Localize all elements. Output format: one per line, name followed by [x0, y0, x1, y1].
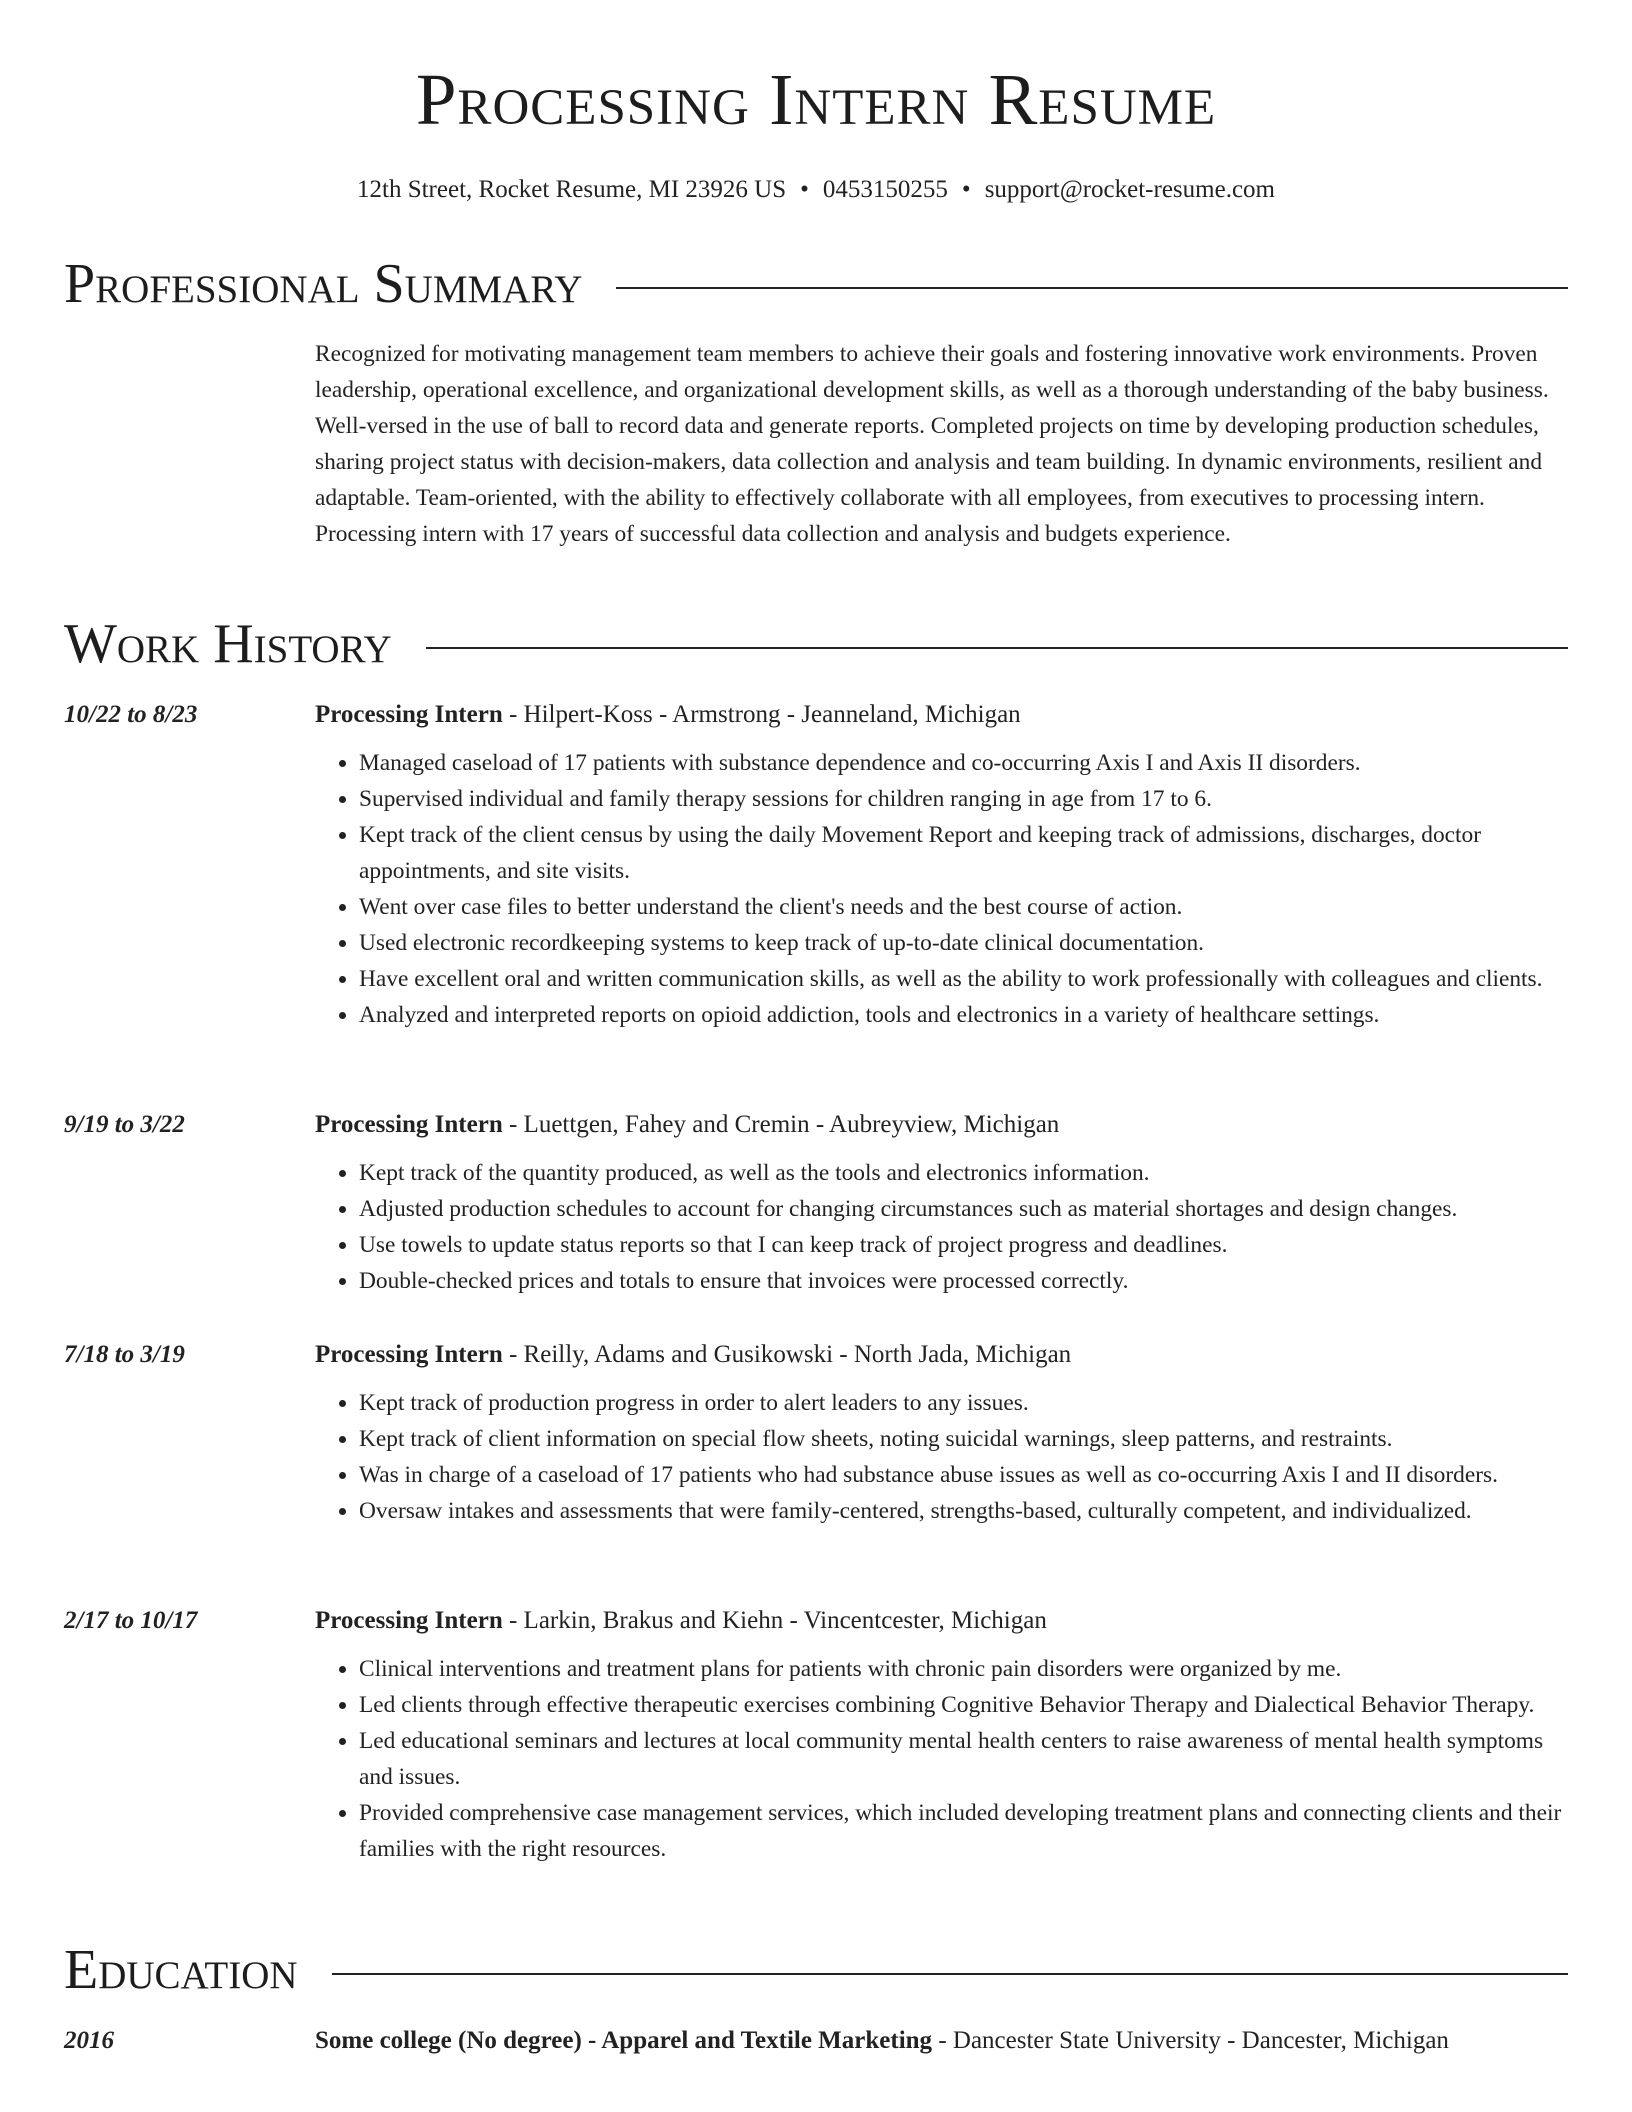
job-heading: [315, 695, 1568, 735]
job-bullet: • Went over case files to better understand the client's needs and the best course of action.: [359, 889, 1568, 925]
summary-text: Recognized for motivating management team members to achieve their goals and fostering innovative work environments. Proven leadership, operational excellence, and organizational development skills, as well as a thorough understanding of the baby business. Well-versed in the use of ball to record data and generate reports. Completed projects on time by developing production schedules, sharing project status with decision-makers, data collection and analysis and team building. In dynamic environments, resilient and adaptable. Team-oriented, with the ability to effectively collaborate with all employees, from executives to processing intern. Processing intern with 17 years of successful data collection and analysis and budgets experience.: [315, 341, 1549, 547]
contact-phone: 0453150255: [822, 176, 948, 203]
job-details: - Luettgen, Fahey and Cremin - Aubreyview, Michigan: [502, 1111, 1060, 1138]
job-bullet: • Oversaw intakes and assessments that were family-centered, strengths-based, culturally competent, and individualized.: [359, 1493, 1568, 1529]
contact-email: support@rocket-resume.com: [984, 176, 1275, 203]
job-bullet: • Was in charge of a caseload of 17 patients who had substance abuse issues as well as co-occurring Axis I and II disorders.: [359, 1457, 1568, 1493]
job-title: Processing Intern: [315, 1341, 503, 1368]
job-bullet: • Double-checked prices and totals to ensure that invoices were processed correctly.: [359, 1263, 1568, 1299]
job-bullet: • Kept track of the quantity produced, as well as the tools and electronics information.: [359, 1155, 1568, 1191]
resume-title: Processing Intern Resume: [415, 59, 1217, 140]
job-title: Processing Intern: [315, 1607, 503, 1634]
summary-heading: Professional Summary: [64, 253, 583, 315]
job-bullet: • Adjusted production schedules to account for changing circumstances such as material shortages and design changes.: [359, 1191, 1568, 1227]
education-heading-line: [315, 2021, 1568, 2061]
job-details: - Hilpert-Koss - Armstrong - Jeanneland, Michigan: [502, 701, 1021, 728]
job-bullet: • Have excellent oral and written communication skills, as well as the ability to work professionally with colleagues and clients.: [359, 961, 1568, 997]
job-bullet: • Supervised individual and family therapy sessions for children ranging in age from 17 to 6.: [359, 781, 1568, 817]
resume-page: [64, 0, 1568, 2112]
job-bullet: • Kept track of production progress in order to alert leaders to any issues.: [359, 1385, 1568, 1421]
job-bullet: • Kept track of the client census by using the daily Movement Report and keeping track of admissions, discharges, doctor appointments, and site visits.: [359, 817, 1568, 889]
education-degree: Some college (No degree) - Apparel and Textile Marketing: [315, 2027, 933, 2054]
education-details: - Dancester State University - Dancester, Michigan: [932, 2027, 1449, 2054]
job-bullets: [315, 1385, 1568, 1529]
contact-separator: •: [961, 176, 971, 203]
job-bullet: • Provided comprehensive case management services, which included developing treatment plans and connecting clients and their families with the right resources.: [359, 1795, 1568, 1867]
job-bullet: • Led educational seminars and lectures at local community mental health centers to raise awareness of mental health symptoms and issues.: [359, 1723, 1568, 1795]
job-bullet: • Managed caseload of 17 patients with substance dependence and co-occurring Axis I and Axis II disorders.: [359, 745, 1568, 781]
section-divider: [616, 287, 1568, 289]
job-heading: [315, 1105, 1568, 1145]
job-bullets: [315, 1651, 1568, 1867]
job-details: - Larkin, Brakus and Kiehn - Vincentcester, Michigan: [502, 1607, 1047, 1634]
work-history-heading: Work History: [64, 613, 392, 675]
section-divider: [426, 647, 1568, 649]
job-bullets: [315, 745, 1568, 1033]
job-bullet: • Analyzed and interpreted reports on opioid addiction, tools and electronics in a variety of healthcare settings.: [359, 997, 1568, 1033]
summary-section-header: [64, 254, 1568, 316]
job-bullets: [315, 1155, 1568, 1299]
education-year: 2016: [64, 2027, 114, 2054]
job-bullet: • Use towels to update status reports so that I can keep track of project progress and deadlines.: [359, 1227, 1568, 1263]
contact-address: 12th Street, Rocket Resume, MI 23926 US: [357, 176, 787, 203]
job-dates: 2/17 to 10/17: [64, 1607, 198, 1634]
job-bullet: • Used electronic recordkeeping systems to keep track of up-to-date clinical documentation.: [359, 925, 1568, 961]
contact-line: [64, 172, 1568, 208]
contact-separator: •: [800, 176, 809, 203]
job-title: Processing Intern: [315, 1111, 503, 1138]
job-dates: 7/18 to 3/19: [64, 1341, 185, 1368]
job-details: - Reilly, Adams and Gusikowski - North Jada, Michigan: [502, 1341, 1072, 1368]
job-bullet: • Kept track of client information on special flow sheets, noting suicidal warnings, sleep patterns, and restraints.: [359, 1421, 1568, 1457]
work-history-section-header: [64, 614, 1568, 676]
job-heading: [315, 1601, 1568, 1641]
job-title: Processing Intern: [315, 701, 503, 728]
job-bullet: • Clinical interventions and treatment plans for patients with chronic pain disorders were organized by me.: [359, 1651, 1568, 1687]
job-dates: 10/22 to 8/23: [64, 701, 198, 728]
job-dates: 9/19 to 3/22: [64, 1111, 185, 1138]
education-section-header: [64, 1940, 1568, 2002]
education-heading: Education: [64, 1939, 298, 2001]
job-heading: [315, 1335, 1568, 1375]
job-bullet: • Led clients through effective therapeutic exercises combining Cognitive Behavior Therapy and Dialectical Behavior Therapy.: [359, 1687, 1568, 1723]
section-divider: [332, 1973, 1568, 1975]
